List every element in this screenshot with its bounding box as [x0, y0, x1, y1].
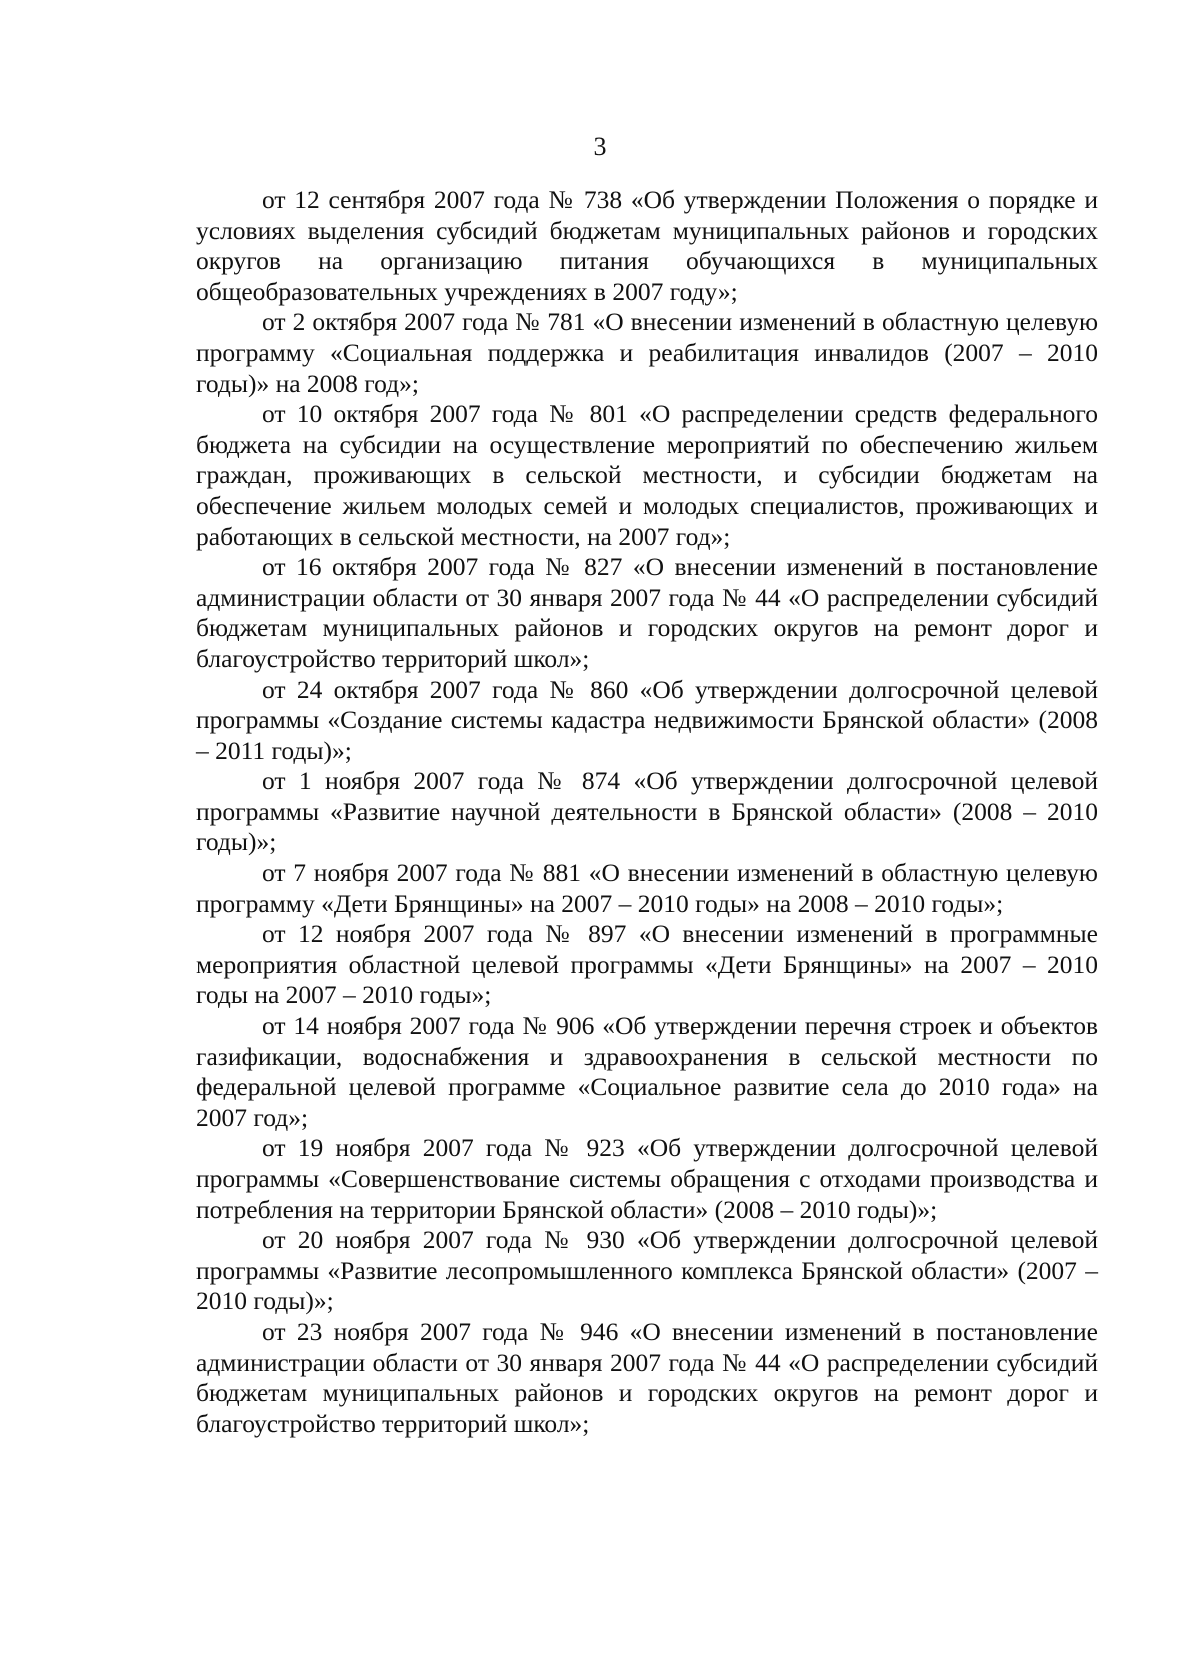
decree-entry: от 24 октября 2007 года № 860 «Об утверждении долгосрочной целевой программы «Создание системы кадастра недвижимости Брянской области» (2008 – 2011 годы)»; [196, 674, 1098, 765]
decree-entry: от 2 октября 2007 года № 781 «О внесении изменений в областную целевую программу «Социальная поддержка и реабилитация инвалидов (2007 – 2010 годы)» на 2008 год»; [196, 307, 1098, 398]
decree-entry: от 20 ноября 2007 года № 930 «Об утверждении долгосрочной целевой программы «Развитие лесопромышленного комплекса Брянской области» (2007 – 2010 годы)»; [196, 1225, 1098, 1316]
decree-entry: от 16 октября 2007 года № 827 «О внесении изменений в постановление администрации области от 30 января 2007 года № 44 «О распределении субсидий бюджетам муниципальных районов и городских округов на ремонт дорог и благоустройство территорий школ»; [196, 552, 1098, 673]
decree-entry: от 7 ноября 2007 года № 881 «О внесении изменений в областную целевую программу «Дети Брянщины» на 2007 – 2010 годы» на 2008 – 2010 годы»; [196, 858, 1098, 918]
document-body [196, 185, 1098, 1439]
decree-entry: от 12 ноября 2007 года № 897 «О внесении изменений в программные мероприятия областной целевой программы «Дети Брянщины» на 2007 – 2010 годы на 2007 – 2010 годы»; [196, 919, 1098, 1010]
decree-entry: от 10 октября 2007 года № 801 «О распределении средств федерального бюджета на субсидии на осуществление мероприятий по обеспечению жильем граждан, проживающих в сельской местности, и субсидии бюджетам на обеспечение жильем молодых семей и молодых специалистов, проживающих и работающих в сельской местности, на 2007 год»; [196, 399, 1098, 551]
decree-entry: от 19 ноября 2007 года № 923 «Об утверждении долгосрочной целевой программы «Совершенствование системы обращения с отходами производства и потребления на территории Брянской области» (2008 – 2010 годы)»; [196, 1133, 1098, 1224]
decree-entry: от 12 сентября 2007 года № 738 «Об утверждении Положения о порядке и условиях выделения субсидий бюджетам муниципальных районов и городских округов на организацию питания обучающихся в муниципальных общеобразовательных учреждениях в 2007 году»; [196, 185, 1098, 306]
decree-entry: от 14 ноября 2007 года № 906 «Об утверждении перечня строек и объектов газификации, водоснабжения и здравоохранения в сельской местности по федеральной целевой программе «Социальное развитие села до 2010 года» на 2007 год»; [196, 1011, 1098, 1132]
decree-entry: от 23 ноября 2007 года № 946 «О внесении изменений в постановление администрации области от 30 января 2007 года № 44 «О распределении субсидий бюджетам муниципальных районов и городских округов на ремонт дорог и благоустройство территорий школ»; [196, 1316, 1098, 1438]
page-number: 3 [593, 132, 607, 161]
decree-entry: от 1 ноября 2007 года № 874 «Об утверждении долгосрочной целевой программы «Развитие научной деятельности в Брянской области» (2008 – 2010 годы)»; [196, 766, 1098, 857]
